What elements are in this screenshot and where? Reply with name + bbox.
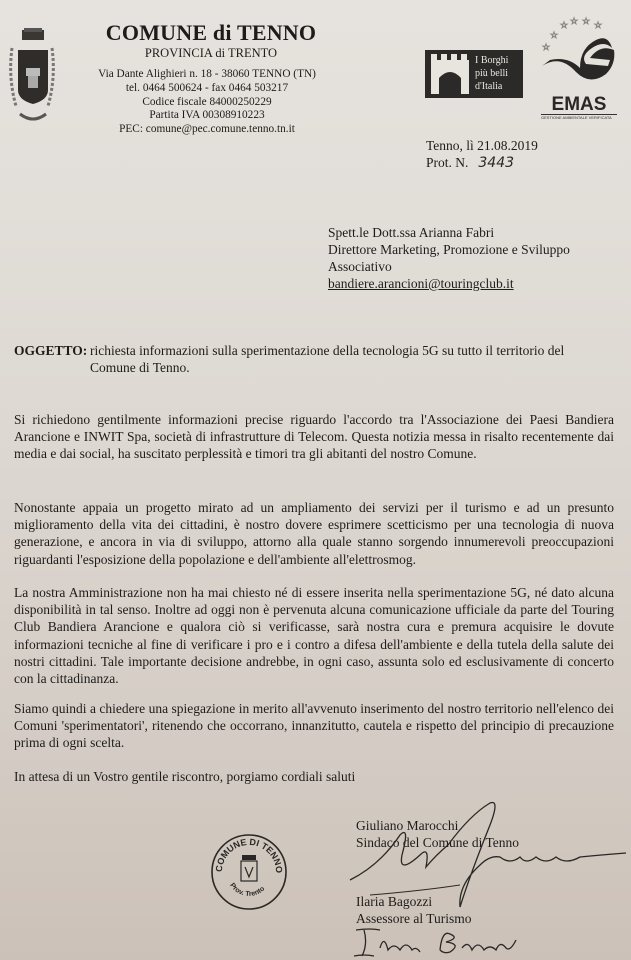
councillor-signature	[350, 920, 520, 960]
recipient-role: Direttore Marketing, Promozione e Sviluppo	[328, 242, 570, 257]
subject-label: OGGETTO:	[14, 343, 88, 358]
svg-text:☆: ☆	[542, 42, 551, 52]
protocol-line	[426, 154, 538, 172]
date-line: Tenno, lì 21.08.2019	[426, 138, 538, 153]
pec-address: PEC: comune@pec.comune.tenno.tn.it	[119, 123, 295, 136]
letterhead-contacts	[92, 68, 322, 137]
protocol-label: Prot. N.	[426, 155, 469, 170]
vat-number: Partita IVA 00308910223	[149, 109, 265, 122]
svg-text:☆: ☆	[594, 20, 603, 30]
borghi-text: I Borghi più belli d'Italia	[475, 55, 509, 92]
svg-text:☆: ☆	[550, 30, 559, 40]
date-protocol-block	[426, 137, 538, 172]
mayor-signature	[340, 795, 631, 915]
recipient-email-link[interactable]: bandiere.arancioni@touringclub.it	[328, 276, 514, 291]
phone-fax: tel. 0464 500624 - fax 0464 503217	[125, 81, 289, 94]
emas-wordmark: EMAS	[551, 94, 607, 115]
castle-icon	[429, 54, 471, 94]
municipal-stamp-icon	[210, 833, 288, 911]
signatory-role: Sindaco del Comune di Tenno	[356, 835, 520, 850]
svg-text:☆: ☆	[582, 16, 591, 26]
address: Via Dante Alighieri n. 18 - 38060 TENNO (TN)	[98, 68, 316, 80]
subject-text: richiesta informazioni sulla sperimentazione della tecnologia 5G su tutto il territorio del Comune di Tenno.	[90, 343, 565, 375]
body-paragraph: Si richiedono gentilmente informazioni precise riguardo l'accordo tra l'Associazione dei Paesi Bandiera Arancione e INWIT Spa, società di infrastrutture di Telecom. Questa notizia messa in risalto recentemente dai media e dai social, ha suscitato perplessità e timori tra gli abitanti del nostro Comune.	[14, 412, 614, 462]
body-paragraph: Siamo quindi a chiedere una spiegazione in merito all'avvenuto inserimento del nostro territorio nell'elenco dei Comuni 'sperimentatori', ritenendo che occorrano, innanzitutto, cautela e rispetto del principio di precauzione prima di ogni scelta.	[14, 701, 614, 751]
svg-text:☆: ☆	[560, 20, 569, 30]
svg-text:☆: ☆	[570, 16, 579, 26]
signatory-role: Assessore al Turismo	[356, 911, 472, 926]
signatory-name: Ilaria Bagozzi	[356, 894, 433, 909]
signatory-name: Giuliano Marocchi	[356, 818, 459, 833]
closing-line: In attesa di un Vostro gentile riscontro, porgiamo cordiali saluti	[14, 769, 356, 784]
subject-block	[14, 342, 614, 376]
tax-code: Codice fiscale 84000250229	[142, 95, 272, 108]
recipient-name: Spett.le Dott.ssa Arianna Fabri	[328, 225, 495, 240]
body-paragraph: La nostra Amministrazione non ha mai chiesto né di essere inserita nella sperimentazione 5G, né dato alcuna disponibilità in tal senso. Inoltre ad oggi non è pervenuta alcuna comunicazione ufficiale da parte del Touring Club Bandiera Arancione e qualora ciò si verificasse, sarà nostra cura e premura acquisire le dovute informazioni tecniche al fine di verificare i pro e i contro a difesa dell'ambiente e della tutela della salute dei nostri cittadini. Tale importante decisione andrebbe, in ogni caso, assunta solo ed esclusivamente di concerto con la cittadinanza.	[14, 585, 614, 687]
borghi-logo	[425, 50, 523, 98]
recipient-role-cont: Associativo	[328, 259, 392, 274]
emas-subtitle: GESTIONE AMBIENTALE VERIFICATA	[541, 114, 617, 121]
body-paragraph: Nonostante appaia un progetto mirato ad un ampliamento dei servizi per il turismo e ad un presunto miglioramento della vita dei cittadini, è nostro dovere esprimere scetticismo per una tecnologia di nuova generazione, e ancora in via di sviluppo, attorno alla quale stanno sorgendo innumerevoli preoccupazioni riguardanti l'esposizione della popolazione e dell'ambiente all'elettrosmog.	[14, 500, 614, 567]
svg-text:Prov. Trento	[228, 882, 266, 898]
stamp-bottom-text: Prov. Trento	[228, 882, 267, 898]
letterhead-title: COMUNE di TENNO	[105, 20, 317, 45]
protocol-number: 3443	[478, 155, 515, 171]
recipient-block	[328, 224, 570, 292]
letterhead-province: PROVINCIA di TRENTO	[144, 46, 278, 60]
municipal-crest-icon	[6, 28, 58, 136]
stamp-top-text: COMUNE DI TENNO	[213, 836, 285, 874]
